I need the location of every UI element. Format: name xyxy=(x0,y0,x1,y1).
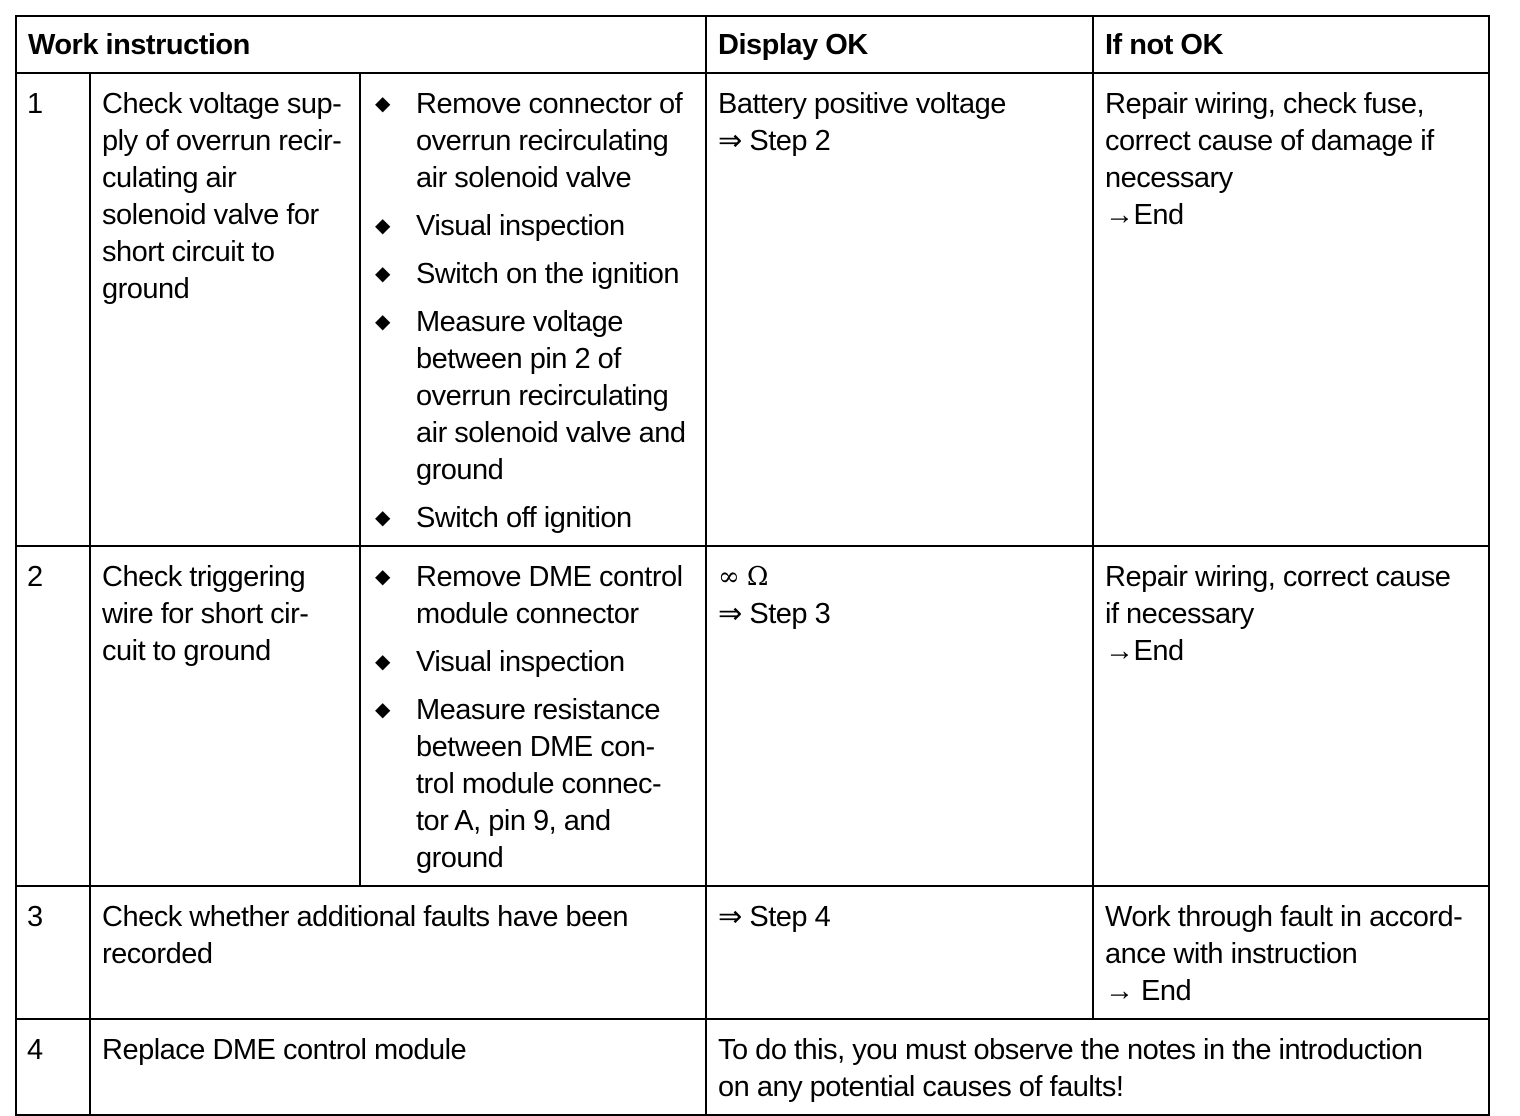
display-ok-value: Battery positive voltage xyxy=(718,88,1006,120)
step-procedure xyxy=(360,73,706,546)
procedure-item: ◆ Visual inspection xyxy=(372,208,695,245)
diamond-bullet-icon: ◆ xyxy=(375,263,390,285)
procedure-item: ◆ Measure resistance between DME con- trol module connec- tor A, pin 9, and ground xyxy=(375,694,662,874)
note-cell: To do this, you must observe the notes in the introduction on any potential causes of faults! xyxy=(706,1019,1489,1115)
diamond-bullet-icon: ◆ xyxy=(375,93,390,115)
step-task: Check whether additional faults have been recorded xyxy=(90,886,706,1019)
step-task: Check triggering wire for short cir- cuit to ground xyxy=(90,546,360,886)
header-display-ok: Display OK xyxy=(706,16,1093,73)
diamond-bullet-icon: ◆ xyxy=(375,311,390,333)
if-not-ok-cell: Repair wiring, correct cause if necessary →End xyxy=(1093,546,1489,886)
display-ok-cell xyxy=(706,73,1093,546)
diamond-bullet-icon: ◆ xyxy=(375,566,390,588)
diamond-bullet-icon: ◆ xyxy=(375,699,390,721)
header-work-instruction: Work instruction xyxy=(16,16,706,73)
if-not-ok-cell: Work through fault in accord- ance with instruction → End xyxy=(1093,886,1489,1019)
diamond-bullet-icon: ◆ xyxy=(375,215,390,237)
procedure-item: ◆ Remove DME control module connector xyxy=(375,561,683,630)
table-row-step-1 xyxy=(16,73,1489,546)
step-number: 2 xyxy=(16,546,90,886)
step-number: 4 xyxy=(16,1019,90,1115)
table-row-step-3 xyxy=(16,886,1489,1019)
header-if-not-ok: If not OK xyxy=(1093,16,1489,73)
display-ok-cell xyxy=(706,546,1093,886)
table-row-step-2 xyxy=(16,546,1489,886)
step-number: 3 xyxy=(16,886,90,1019)
work-instruction-table xyxy=(15,15,1490,1116)
procedure-item: ◆ Visual inspection xyxy=(372,644,695,681)
display-ok-cell: ⇒ Step 4 xyxy=(706,886,1093,1019)
procedure-item: ◆ Switch on the ignition xyxy=(372,256,695,293)
step-task: Replace DME control module xyxy=(90,1019,706,1115)
procedure-item: ◆ Switch off ignition xyxy=(372,500,695,537)
table-header-row xyxy=(16,16,1489,73)
procedure-list xyxy=(372,559,695,877)
next-step-link: ⇒ Step 2 xyxy=(718,125,831,157)
procedure-list xyxy=(372,86,695,537)
table-row-step-4 xyxy=(16,1019,1489,1115)
step-number: 1 xyxy=(16,73,90,546)
diamond-bullet-icon: ◆ xyxy=(375,651,390,673)
procedure-item: ◆ Remove connector of overrun recirculating air solenoid valve xyxy=(375,88,683,194)
step-procedure xyxy=(360,546,706,886)
next-step-link: ⇒ Step 3 xyxy=(718,598,831,630)
if-not-ok-cell: Repair wiring, check fuse, correct cause of damage if necessary →End xyxy=(1093,73,1489,546)
step-task: Check voltage sup- ply of overrun recir- culating air solenoid valve for short circuit to ground xyxy=(90,73,360,546)
diamond-bullet-icon: ◆ xyxy=(375,507,390,529)
display-ok-value: ∞ Ω xyxy=(718,562,768,592)
procedure-item: ◆ Measure voltage between pin 2 of overrun recirculating air solenoid valve and ground xyxy=(375,306,686,486)
